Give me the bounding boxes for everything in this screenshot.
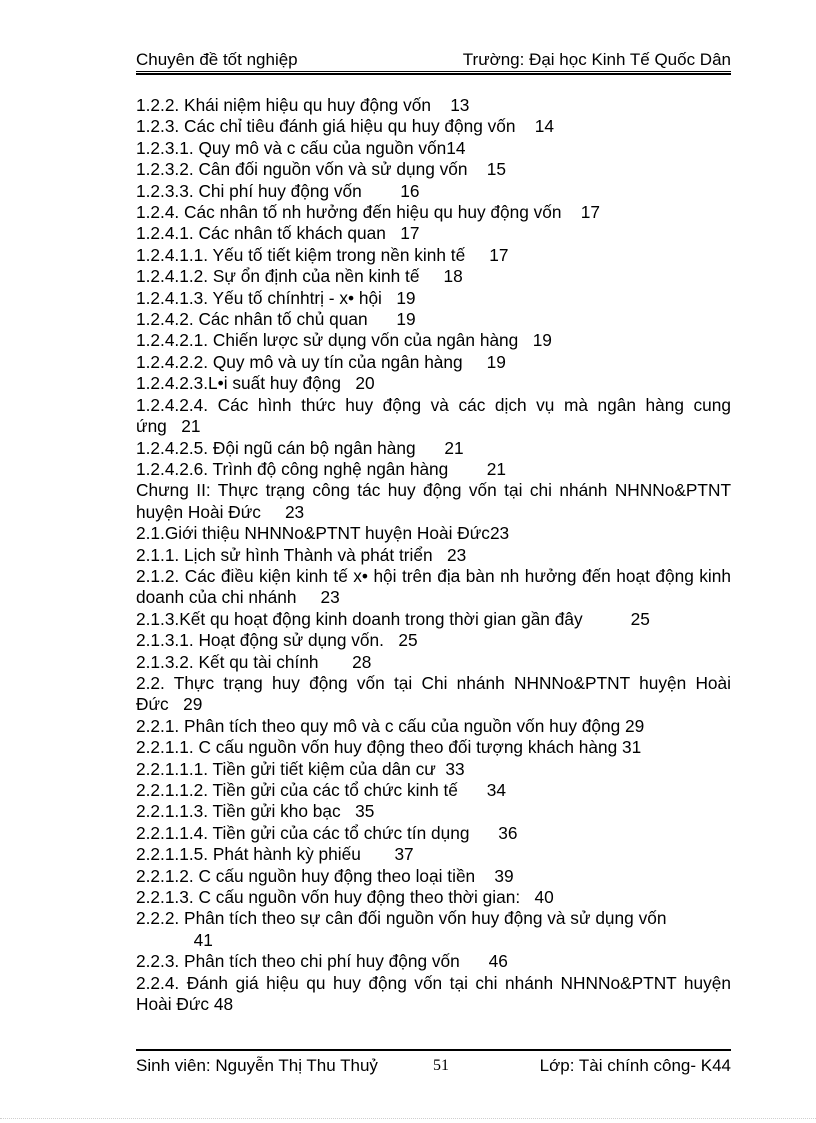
toc-page-number: 23 bbox=[447, 544, 467, 565]
header-title: Chuyên đề tốt nghiệp bbox=[136, 50, 298, 69]
toc-entry: 2.2. Thực trạng huy động vốn tại Chi nhánh NHNNo&PTNT huyện Hoài Đức 29 bbox=[136, 672, 731, 715]
toc-entry: 1.2.4.2.1. Chiến lược sử dụng vốn của ngân hàng 19 bbox=[136, 330, 552, 351]
page-header bbox=[136, 50, 731, 72]
toc-entry: 2.2.1.2. C cấu nguồn huy động theo loại tiền 39 bbox=[136, 865, 514, 886]
toc-entry: 2.2.1.1. C cấu nguồn vốn huy động theo đối tượng khách hàng 31 bbox=[136, 737, 642, 758]
toc-page-number: 40 bbox=[534, 887, 554, 908]
toc-entry: 2.1.Giới thiệu NHNNo&PTNT huyện Hoài Đức23 bbox=[136, 523, 510, 544]
toc-page-number: 16 bbox=[400, 180, 420, 201]
toc-page-number: 20 bbox=[355, 373, 375, 394]
toc-page-number: 29 bbox=[183, 694, 203, 715]
toc-page-number: 19 bbox=[396, 287, 416, 308]
header-school: Trường: Đại học Kinh Tế Quốc Dân bbox=[462, 50, 731, 69]
toc-page-number: 34 bbox=[486, 780, 506, 800]
toc-entry: Chưng II: Thực trạng công tác huy động vốn tại chi nhánh NHNNo&PTNT huyện Hoài Đức 23 bbox=[136, 480, 731, 522]
toc-entry: 1.2.4.2. Các nhân tố chủ quan 19 bbox=[136, 309, 416, 330]
toc-page-number: 23 bbox=[284, 501, 305, 522]
toc-page-number: 17 bbox=[580, 202, 600, 223]
toc-entry: 1.2.4.1.3. Yếu tố chínhtrị - x• hội 19 bbox=[136, 287, 416, 308]
toc-entry: 2.2.2. Phân tích theo sự cân đối nguồn vốn huy động và sử dụng vốn 41 bbox=[136, 908, 667, 950]
toc-page-number: 36 bbox=[498, 822, 518, 843]
toc-entry: 1.2.3. Các chỉ tiêu đánh giá hiệu qu huy động vốn 14 bbox=[136, 116, 554, 137]
toc-page-number: 25 bbox=[398, 630, 418, 651]
toc-entry: 1.2.4.2.5. Đội ngũ cán bộ ngân hàng 21 bbox=[136, 437, 464, 458]
toc-page-number: 18 bbox=[443, 266, 463, 287]
toc-entry: 1.2.4.1. Các nhân tố khách quan 17 bbox=[136, 223, 420, 244]
toc-entry: 1.2.3.3. Chi phí huy động vốn 16 bbox=[136, 180, 420, 201]
toc-entry: 2.1.3.2. Kết qu tài chính 28 bbox=[136, 651, 372, 672]
toc-entry: 2.1.2. Các điều kiện kinh tế x• hội trên địa bàn nh hưởng đến hoạt động kinh doanh của chi nhánh 23 bbox=[136, 565, 731, 608]
toc-entry: 1.2.4.2.2. Quy mô và uy tín của ngân hàng 19 bbox=[136, 351, 506, 372]
toc-page-number: 13 bbox=[450, 95, 470, 115]
toc-entry: 1.2.4.1.2. Sự ổn định của nền kinh tế 18 bbox=[136, 266, 463, 287]
header-rule bbox=[136, 71, 731, 72]
toc-entry: 1.2.2. Khái niệm hiệu qu huy động vốn 13 bbox=[136, 95, 470, 115]
toc-entry: 2.2.3. Phân tích theo chi phí huy động vốn 46 bbox=[136, 951, 508, 972]
header-rule-thick bbox=[136, 73, 731, 75]
toc-entry: 1.2.4. Các nhân tố nh hưởng đến hiệu qu huy động vốn 17 bbox=[136, 202, 600, 223]
toc-page-number: 39 bbox=[494, 865, 514, 886]
toc-entry: 1.2.4.2.4. Các hình thức huy động và các dịch vụ mà ngân hàng cung ứng 21 bbox=[136, 394, 731, 437]
toc-entry: 2.2.1. Phân tích theo quy mô và c cấu của nguồn vốn huy động 29 bbox=[136, 715, 645, 736]
toc-page-number: 46 bbox=[488, 951, 508, 972]
toc-entry: 2.2.1.1.2. Tiền gửi của các tổ chức kinh tế 34 bbox=[136, 780, 506, 800]
toc-page-number: 17 bbox=[489, 244, 509, 265]
toc-page-number: 33 bbox=[445, 758, 465, 779]
footer-rule bbox=[136, 1049, 731, 1051]
toc-page-number: 19 bbox=[486, 351, 506, 372]
toc-page-number: 48 bbox=[213, 994, 234, 1015]
page-edge-dotted-line bbox=[0, 1118, 816, 1119]
toc-page-number: 25 bbox=[630, 608, 650, 629]
toc-entry: 2.2.1.3. C cấu nguồn vốn huy động theo thời gian: 40 bbox=[136, 887, 554, 908]
toc-page-number: 21 bbox=[181, 416, 201, 437]
toc-page-number: 21 bbox=[486, 458, 506, 479]
footer-student: Sinh viên: Nguyễn Thị Thu Thuỷ bbox=[136, 1056, 378, 1075]
toc-page-number: 19 bbox=[396, 309, 416, 330]
toc-entry: 1.2.3.2. Cân đối nguồn vốn và sử dụng vốn 15 bbox=[136, 159, 506, 180]
table-of-contents bbox=[136, 95, 731, 1015]
toc-page-number: 19 bbox=[532, 330, 552, 351]
toc-page-number: 28 bbox=[352, 651, 372, 672]
toc-page-number: 21 bbox=[444, 437, 464, 458]
toc-entry: 1.2.4.2.6. Trình độ công nghệ ngân hàng 21 bbox=[136, 458, 506, 479]
toc-entry: 1.2.4.1.1. Yếu tố tiết kiệm trong nền kinh tế 17 bbox=[136, 244, 509, 265]
page-footer bbox=[136, 1056, 731, 1078]
toc-entry: 2.2.1.1.3. Tiền gửi kho bạc 35 bbox=[136, 801, 375, 822]
toc-page-number: 14 bbox=[534, 116, 554, 137]
toc-entry: 2.2.1.1.1. Tiền gửi tiết kiệm của dân cư 33 bbox=[136, 758, 465, 779]
footer-page-number: 51 bbox=[433, 1057, 449, 1074]
toc-entry: 2.2.1.1.5. Phát hành kỳ phiếu 37 bbox=[136, 844, 414, 865]
toc-page-number: 29 bbox=[625, 715, 645, 736]
toc-page-number: 23 bbox=[320, 587, 340, 608]
toc-page-number: 17 bbox=[400, 223, 420, 244]
toc-page-number: 31 bbox=[622, 737, 642, 758]
toc-page-number: 41 bbox=[193, 929, 213, 950]
toc-entry: 1.2.4.2.3.L•i suất huy động 20 bbox=[136, 373, 375, 394]
footer-class: Lớp: Tài chính công- K44 bbox=[539, 1056, 731, 1075]
toc-entry: 2.2.1.1.4. Tiền gửi của các tổ chức tín dụng 36 bbox=[136, 822, 518, 843]
toc-entry: 2.2.4. Đánh giá hiệu qu huy động vốn tại chi nhánh NHNNo&PTNT huyện Hoài Đức 48 bbox=[136, 972, 731, 1015]
toc-page-number: 35 bbox=[355, 801, 375, 822]
toc-page-number: 23 bbox=[489, 523, 510, 544]
toc-entry: 1.2.3.1. Quy mô và c cấu của nguồn vốn14 bbox=[136, 137, 466, 158]
toc-entry: 2.1.1. Lịch sử hình Thành và phát triển 23 bbox=[136, 544, 467, 565]
toc-entry: 2.1.3.1. Hoạt động sử dụng vốn. 25 bbox=[136, 630, 418, 651]
toc-page-number: 37 bbox=[394, 844, 414, 865]
toc-page-number: 14 bbox=[446, 137, 466, 158]
toc-entry: 2.1.3.Kết qu hoạt động kinh doanh trong thời gian gần đây 25 bbox=[136, 608, 650, 629]
toc-page-number: 15 bbox=[486, 159, 506, 180]
